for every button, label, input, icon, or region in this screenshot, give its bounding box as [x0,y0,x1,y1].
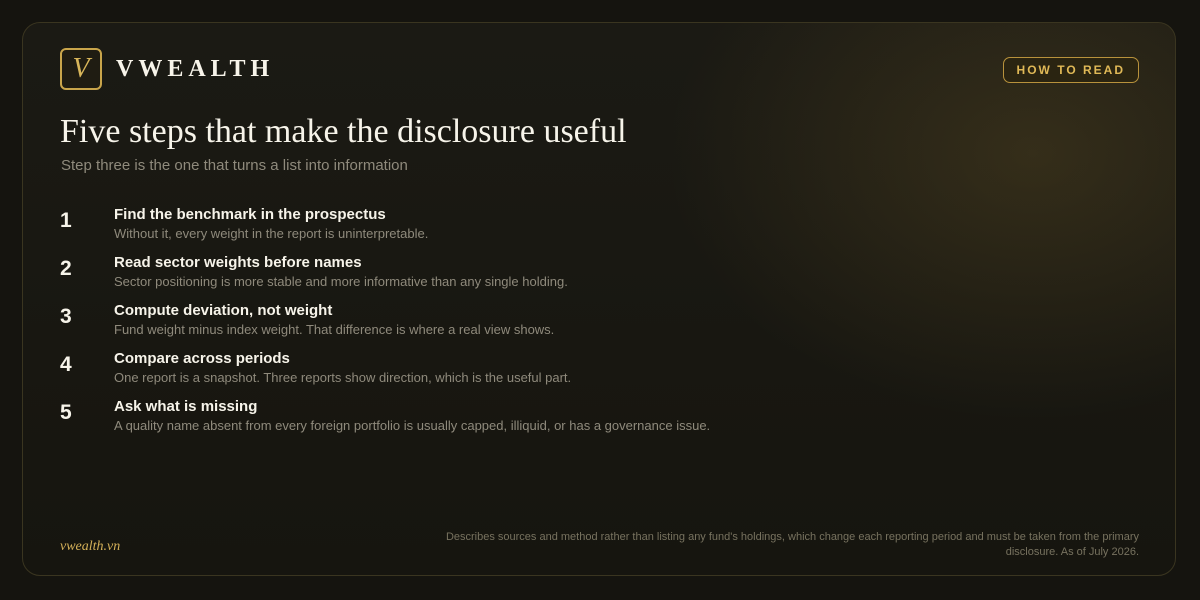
logo-mark: V [60,48,102,90]
step-item [60,205,960,253]
step-description: One report is a snapshot. Three reports show direction, which is the useful part. [114,370,572,385]
step-title: Compare across periods [114,350,290,367]
step-item [60,349,960,397]
step-number: 4 [60,353,72,376]
step-description: Sector positioning is more stable and more informative than any single holding. [114,274,568,289]
step-description: Fund weight minus index weight. That difference is where a real view shows. [114,322,555,337]
step-item [60,301,960,349]
step-title: Read sector weights before names [114,254,362,271]
how-to-read-badge: HOW TO READ [1003,57,1139,83]
step-item [60,253,960,301]
info-card [22,22,1176,576]
step-title: Compute deviation, not weight [114,302,333,319]
step-title: Ask what is missing [114,398,258,415]
footer-site-link[interactable]: vwealth.vn [60,539,121,554]
step-description: Without it, every weight in the report is uninterpretable. [114,226,429,241]
brand-logo [60,48,274,90]
step-number: 3 [60,305,72,328]
page-subtitle: Step three is the one that turns a list into information [61,157,408,174]
page-title: Five steps that make the disclosure useful [60,113,627,150]
step-number: 5 [60,401,72,424]
step-title: Find the benchmark in the prospectus [114,206,386,223]
step-number: 1 [60,209,72,232]
brand-name: VWEALTH [116,55,275,82]
step-item [60,397,960,445]
steps-list [60,205,960,445]
footer-disclaimer: Describes sources and method rather than listing any fund's holdings, which change each reporting period and must be taken from the primary disclosure. As of July 2026. [445,531,1139,558]
step-number: 2 [60,257,72,280]
step-description: A quality name absent from every foreign portfolio is usually capped, illiquid, or has a governance issue. [114,418,711,433]
